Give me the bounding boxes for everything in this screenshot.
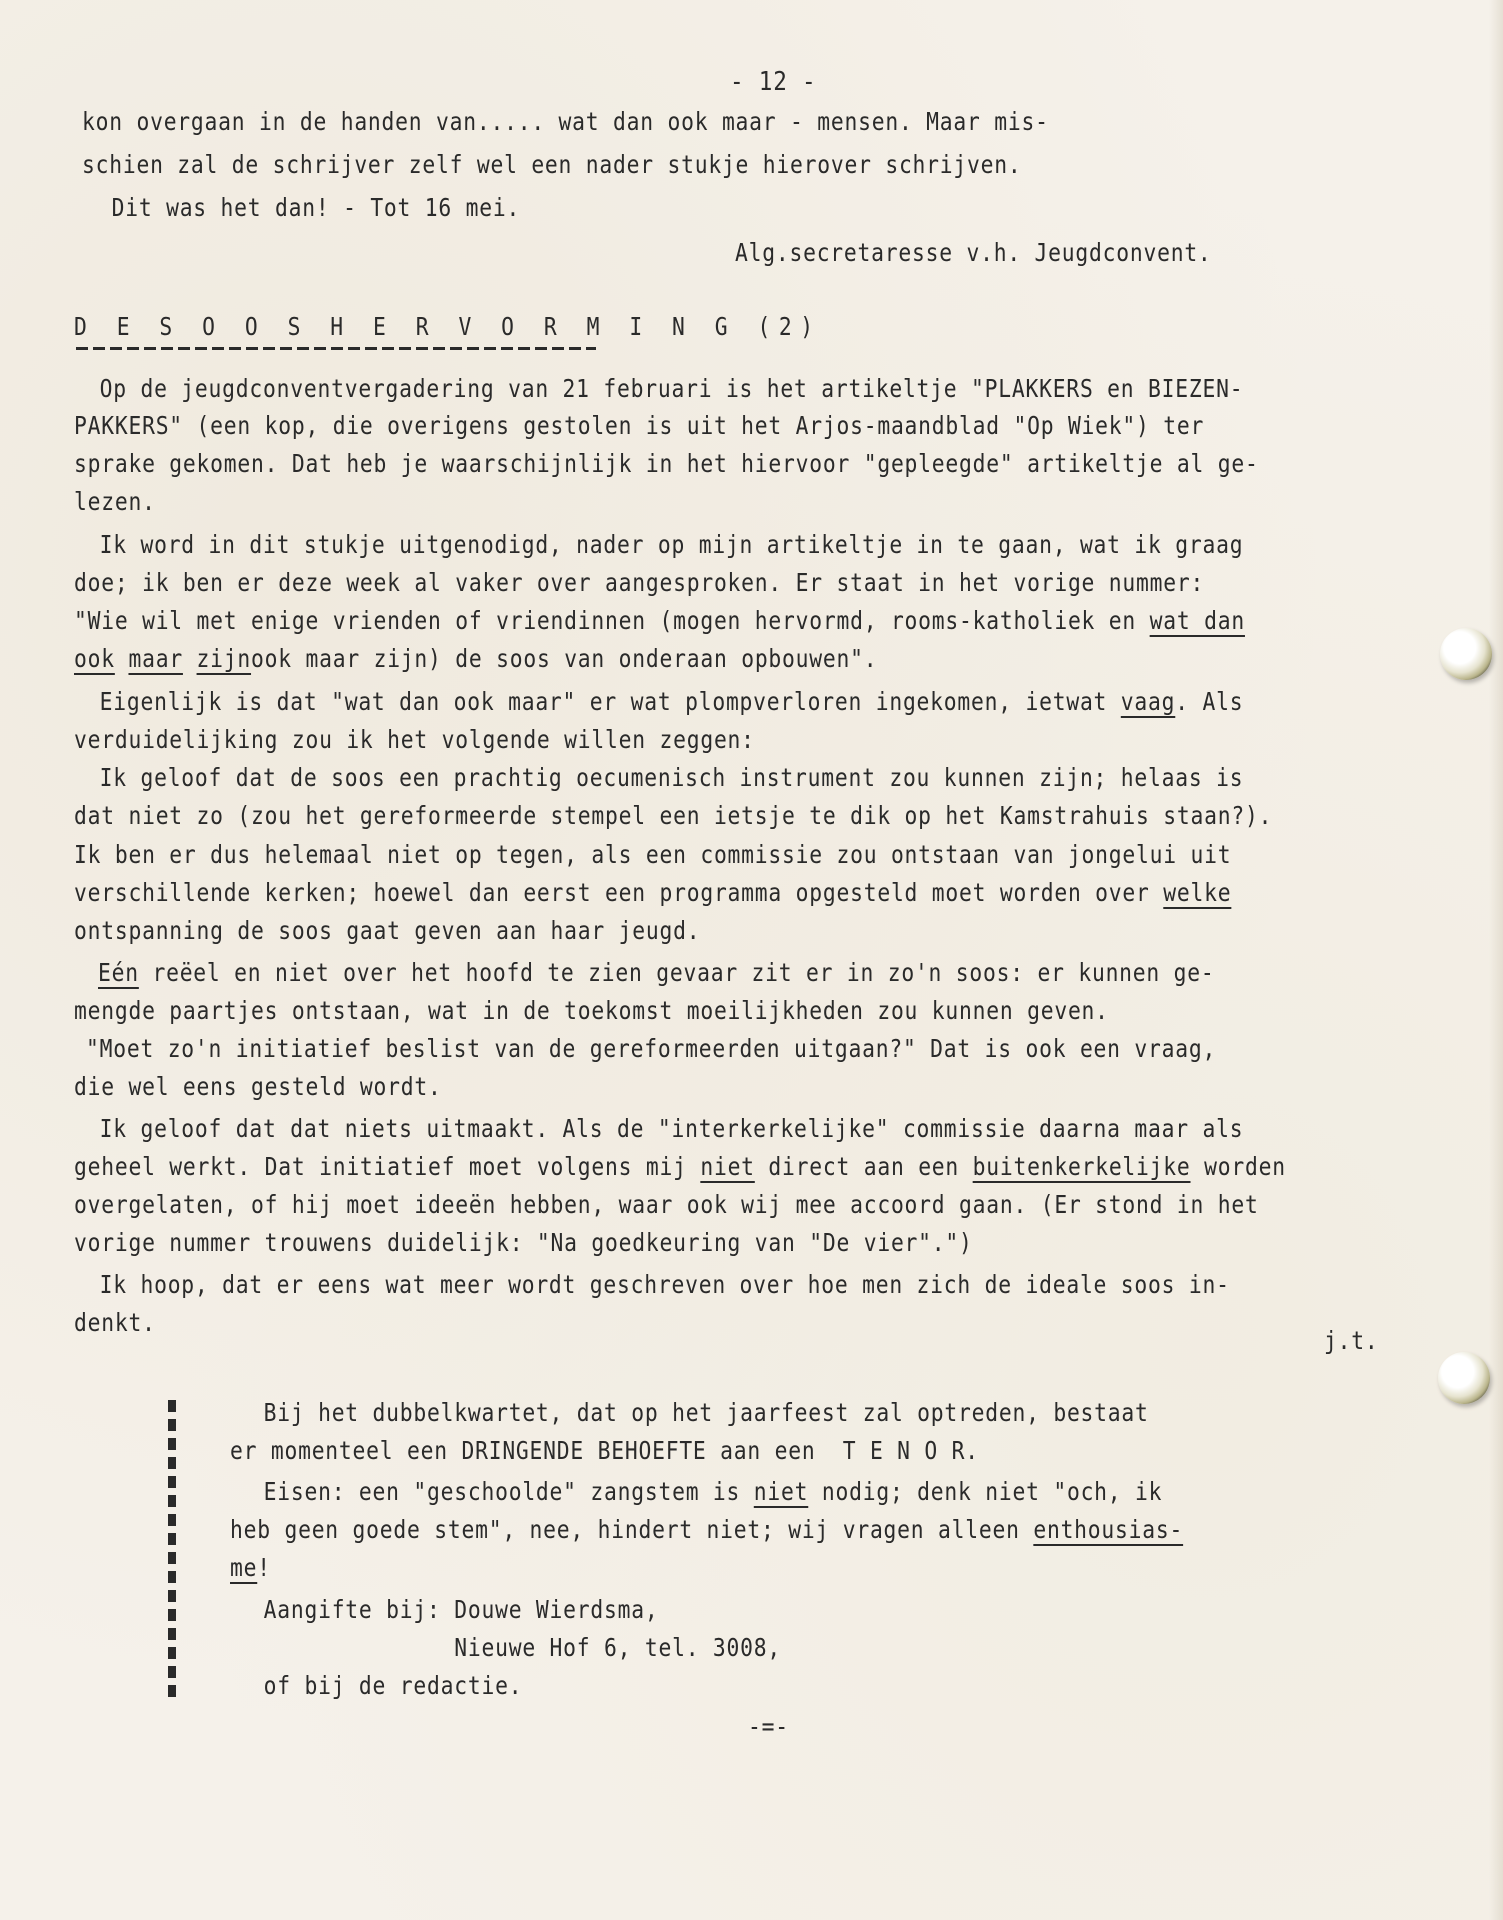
body-text: Eigenlijk is dat "wat dan ook maar" er wat plompverloren ingekomen, ietwat <box>86 687 1121 716</box>
body-line: mengde paartjes ontstaan, wat in de toekomst moeilijkheden zou kunnen geven. <box>74 996 1109 1025</box>
body-line <box>74 1152 1286 1182</box>
underlined-text: enthousias- <box>1033 1515 1184 1544</box>
body-line <box>74 644 877 674</box>
end-mark: -=- <box>748 1712 789 1741</box>
body-line: overgelaten, of hij moet ideeën hebben, waar ook wij mee accoord gaan. (Er stond in het <box>74 1190 1259 1219</box>
notice-line: Bij het dubbelkwartet, dat op het jaarfeest zal optreden, bestaat <box>250 1398 1149 1427</box>
body-line: denkt. <box>74 1308 156 1337</box>
body-text: heb geen goede stem", nee, hindert niet; wij vragen alleen <box>230 1515 1034 1544</box>
body-line <box>74 878 1231 908</box>
notice-line <box>250 1477 1162 1507</box>
body-line: die wel eens gesteld wordt. <box>74 1072 442 1101</box>
body-text: ! <box>257 1553 271 1582</box>
contact-line: Nieuwe Hof 6, tel. 3008, <box>250 1633 782 1662</box>
underlined-text: Eén <box>98 958 139 987</box>
underlined-text: me <box>230 1553 258 1582</box>
underlined-text: niet <box>753 1477 809 1506</box>
underlined-text: vaag <box>1120 687 1176 716</box>
body-line: sprake gekomen. Dat heb je waarschijnlijk in het hiervoor "gepleegde" artikeltje al ge- <box>74 449 1259 478</box>
body-line <box>74 606 1245 636</box>
underlined-text: ook <box>74 644 115 673</box>
title-underline <box>76 347 596 350</box>
punch-hole-icon <box>1440 628 1492 680</box>
body-line: verduidelijking zou ik het volgende willen zeggen: <box>74 725 755 754</box>
body-text: verschillende kerken; hoewel dan eerst een programma opgesteld moet worden over <box>74 878 1164 907</box>
body-line <box>98 958 1214 988</box>
body-line: ontspanning de soos gaat geven aan haar jeugd. <box>74 916 701 945</box>
underlined-text: niet <box>700 1152 755 1181</box>
underlined-text: welke <box>1163 878 1232 907</box>
body-text: worden <box>1190 1152 1286 1181</box>
article-author: j.t. <box>1324 1326 1379 1355</box>
body-line: vorige nummer trouwens duidelijk: "Na goedkeuring van "De vier".") <box>74 1228 973 1257</box>
notice-line <box>230 1553 271 1583</box>
body-text: Eisen: een "geschoolde" zangstem is <box>250 1477 754 1506</box>
body-text: direct aan een <box>754 1152 973 1181</box>
body-text: geheel werkt. Dat initiatief moet volgens mij <box>74 1152 701 1181</box>
body-line: Ik geloof dat de soos een prachtig oecumenisch instrument zou kunnen zijn; helaas is <box>86 763 1244 792</box>
body-line: dat niet zo (zou het gereformeerde stempel een ietsje te dik op het Kamstrahuis staan?). <box>74 801 1273 830</box>
intro-line-3: Dit was het dan! - Tot 16 mei. <box>98 193 521 222</box>
body-line <box>86 687 1243 717</box>
body-text: "Wie wil met enige vrienden of vriendinnen (mogen hervormd, rooms-katholiek en <box>74 606 1150 635</box>
page-number: - 12 - <box>730 67 817 97</box>
contact-line: Aangifte bij: Douwe Wierdsma, <box>250 1595 659 1624</box>
body-line: Op de jeugdconventvergadering van 21 februari is het artikeltje "PLAKKERS en BIEZEN- <box>86 374 1244 403</box>
body-line: doe; ik ben er deze week al vaker over aangesproken. Er staat in het vorige nummer: <box>74 568 1205 597</box>
body-text: . Als <box>1175 687 1244 716</box>
body-line: "Moet zo'n initiatief beslist van de gereformeerden uitgaan?" Dat is ook een vraag, <box>86 1034 1217 1063</box>
body-text: reëel en niet over het hoofd te zien gevaar zit er in zo'n soos: er kunnen ge- <box>138 958 1215 987</box>
notice-line <box>230 1515 1183 1545</box>
body-line: Ik hoop, dat er eens wat meer wordt geschreven over hoe men zich de ideale soos in- <box>86 1270 1230 1299</box>
body-line: Ik ben er dus helemaal niet op tegen, als een commissie zou ontstaan van jongelui uit <box>74 840 1232 869</box>
notice-line: er momenteel een DRINGENDE BEHOEFTE aan een T E N O R. <box>230 1436 979 1465</box>
body-line: Ik word in dit stukje uitgenodigd, nader op mijn artikeltje in te gaan, wat ik graag <box>86 530 1244 559</box>
contact-line: of bij de redactie. <box>250 1671 523 1700</box>
intro-line-1: kon overgaan in de handen van..... wat dan ook maar - mensen. Maar mis- <box>82 107 1049 136</box>
article-title: D E S O O S H E R V O R M I N G (2) <box>74 312 822 341</box>
body-text: ook maar zijn) de soos van onderaan opbouwen". <box>251 644 878 673</box>
page-edge <box>1489 0 1503 1920</box>
underlined-text: wat dan <box>1149 606 1245 635</box>
body-line: lezen. <box>74 487 156 516</box>
intro-signature: Alg.secretaresse v.h. Jeugdconvent. <box>735 238 1212 267</box>
intro-line-2: schien zal de schrijver zelf wel een nader stukje hierover schrijven. <box>82 150 1022 179</box>
underlined-text: zijn <box>196 644 252 673</box>
underlined-text: buitenkerkelijke <box>972 1152 1191 1181</box>
body-line: PAKKERS" (een kop, die overigens gestolen is uit het Arjos-maandblad "Op Wiek") ter <box>74 411 1205 440</box>
underlined-text: maar <box>128 644 183 673</box>
notice-border <box>168 1400 176 1700</box>
body-line: Ik geloof dat dat niets uitmaakt. Als de "interkerkelijke" commissie daarna maar als <box>86 1114 1244 1143</box>
punch-hole-icon <box>1438 1352 1490 1404</box>
body-text: nodig; denk niet "och, ik <box>808 1477 1163 1506</box>
